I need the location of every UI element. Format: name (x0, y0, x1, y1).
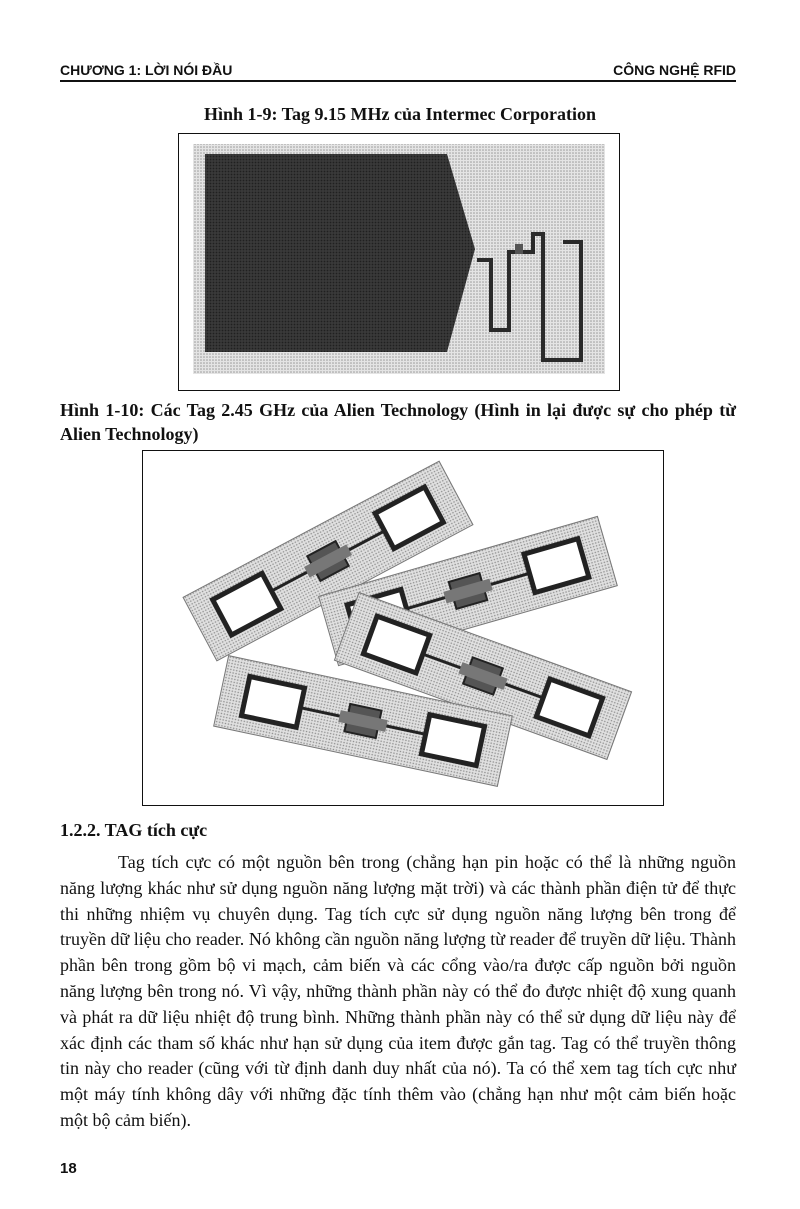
intermec-tag-illustration (179, 134, 619, 390)
alien-tags-illustration (143, 451, 663, 805)
chapter-title: CHƯƠNG 1: LỜI NÓI ĐẦU (60, 62, 233, 78)
book-title: CÔNG NGHỆ RFID (613, 62, 736, 78)
page-number: 18 (60, 1160, 77, 1177)
figure1-image (178, 133, 620, 391)
figure2-caption: Hình 1-10: Các Tag 2.45 GHz của Alien Technology (Hình in lại được sự cho phép từ Alien Technology) (60, 400, 736, 444)
header-rule (60, 80, 736, 82)
body-paragraph: Tag tích cực có một nguồn bên trong (chẳng hạn pin hoặc có thể là những nguồn năng lượng khác như sử dụng nguồn năng lượng mặt trời) và các thành phần điện tử để thực thi những nhiệm vụ chuyên dụng. Tag tích cực sử dụng nguồn năng lượng bên trong để truyền dữ liệu cho reader. Nó không cần nguồn năng lượng từ reader để truyền dữ liệu. Thành phần bên trong gồm bộ vi mạch, cảm biến và các cổng vào/ra được cấp nguồn bởi nguồn năng lượng bên trong nó. Vì vậy, những thành phần này có thể đo được nhiệt độ xung quanh và phát ra dữ liệu nhiệt độ trung bình. Những thành phần này có thể sử dụng dữ liệu này để xác định các tham số khác như hạn sử dụng của item được gắn tag. Tag có thể truyền thông tin này cho reader (cũng với từ định danh duy nhất của nó). Ta có thể xem tag tích cực như một máy tính không dây với những đặc tính thêm vào (chẳng hạn như một cảm biến hoặc một bộ cảm biến). (60, 852, 736, 1130)
figure2-image (142, 450, 664, 806)
tag-chip (515, 244, 523, 254)
figure1-caption: Hình 1-9: Tag 9.15 MHz của Intermec Corporation (204, 104, 596, 124)
antenna-plate (205, 154, 475, 352)
section-heading: 1.2.2. TAG tích cực (60, 820, 208, 840)
